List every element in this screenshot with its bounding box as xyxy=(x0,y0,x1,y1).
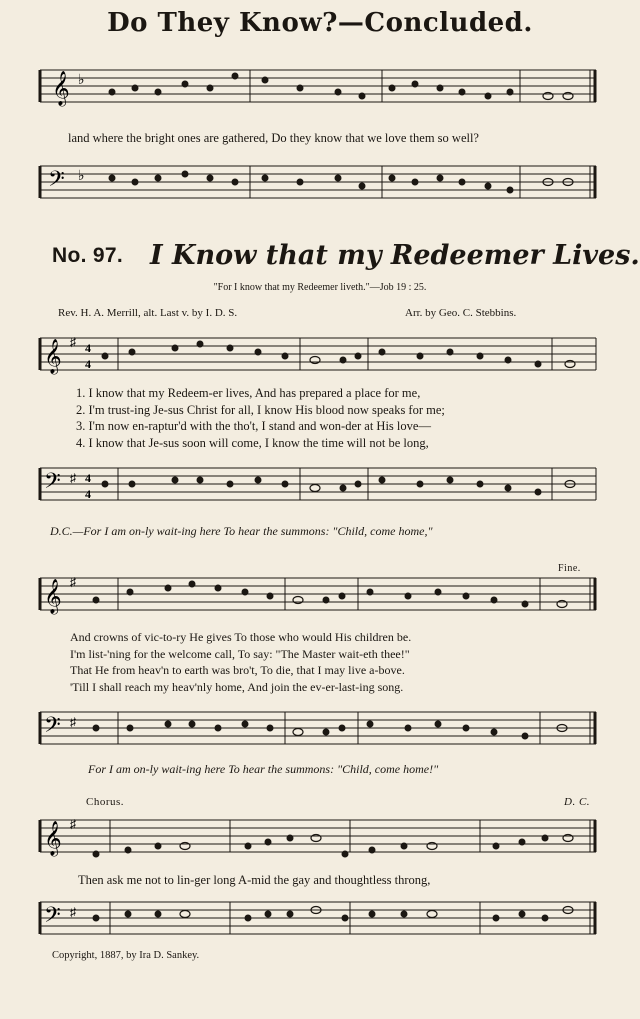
svg-text:♯: ♯ xyxy=(70,575,76,589)
hymn-arranger: Arr. by Geo. C. Stebbins. xyxy=(405,307,517,319)
fine-label: Fine. xyxy=(558,563,581,574)
svg-text:♯: ♯ xyxy=(70,817,76,831)
chorus-bass-staff xyxy=(0,888,640,948)
svg-text:𝄢: 𝄢 xyxy=(48,167,65,196)
svg-text:4: 4 xyxy=(85,471,91,485)
svg-text:4: 4 xyxy=(85,341,91,355)
svg-text:♯: ♯ xyxy=(70,471,76,485)
verse1-part2: And crowns of vic-to-ry He gives To those who would His children be. xyxy=(70,630,412,644)
hymn-number: No. 97. xyxy=(52,244,123,267)
hymn-title: I Know that my Redeemer Lives. xyxy=(150,240,640,271)
refrain-line: For I am on-ly wait-ing here To hear the summons: "Child, come home!" xyxy=(88,762,439,776)
system3-treble-staff xyxy=(0,564,640,624)
copyright: Copyright, 1887, by Ira D. Sankey. xyxy=(52,950,200,961)
svg-text:♯: ♯ xyxy=(70,715,76,729)
chorus-label: Chorus. xyxy=(86,796,125,808)
dc-label: D. C. xyxy=(564,796,591,808)
verse3-part1: 3. I'm now en-raptur'd with the tho't, I stand and won-der at His love— xyxy=(76,419,431,433)
system1-treble-staff xyxy=(0,56,640,116)
svg-text:♭: ♭ xyxy=(78,73,85,88)
svg-text:♯: ♯ xyxy=(70,905,76,919)
verse3-part2: That He from heav'n to earth was bro't, To die, that I may live a-bove. xyxy=(70,663,405,677)
chorus-lyric: Then ask me not to lin-ger long A-mid the gay and thoughtless throng, xyxy=(78,873,431,887)
svg-text:𝄞: 𝄞 xyxy=(44,580,62,613)
verse1-part1: 1. I know that my Redeem-er lives, And has prepared a place for me, xyxy=(76,386,421,400)
verse2-part2: I'm list-'ning for the welcome call, To say: "The Master wait-eth thee!" xyxy=(70,646,410,661)
svg-text:𝄞: 𝄞 xyxy=(44,822,62,855)
concluded-title: Do They Know?—Concluded. xyxy=(107,8,533,38)
dc-line: D.C.—For I am on-ly wait-ing here To hear the summons: "Child, come home," xyxy=(50,524,433,538)
concluded-lyric: land where the bright ones are gathered, Do they know that we love them so well? xyxy=(68,131,479,145)
system2-bass-staff xyxy=(0,454,640,514)
svg-text:𝄞: 𝄞 xyxy=(44,340,62,373)
svg-text:♯: ♯ xyxy=(70,335,76,349)
chorus-treble-staff xyxy=(0,806,640,866)
verse2-part1: 2. I'm trust-ing Je-sus Christ for all, I know His blood now speaks for me; xyxy=(76,402,445,417)
svg-text:𝄢: 𝄢 xyxy=(44,713,61,742)
system2-treble-staff xyxy=(0,324,640,384)
system3-bass-staff xyxy=(0,698,640,758)
verse4-part2: 'Till I shall reach my heav'nly home, And join the ev-er-last-ing song. xyxy=(70,679,404,694)
svg-text:𝄢: 𝄢 xyxy=(44,903,61,932)
svg-text:4: 4 xyxy=(85,487,91,501)
hymn-epigraph: "For I know that my Redeemer liveth."—Job 19 : 25. xyxy=(213,282,427,293)
svg-text:𝄢: 𝄢 xyxy=(44,469,61,498)
svg-text:4: 4 xyxy=(85,357,91,371)
system1-bass-staff xyxy=(0,150,640,210)
svg-text:𝄞: 𝄞 xyxy=(52,72,70,105)
hymn-author: Rev. H. A. Merrill, alt. Last v. by I. D. S. xyxy=(58,307,238,319)
verse4-part1: 4. I know that Je-sus soon will come, I know the time will not be long, xyxy=(76,435,429,450)
svg-text:♭: ♭ xyxy=(78,169,85,184)
